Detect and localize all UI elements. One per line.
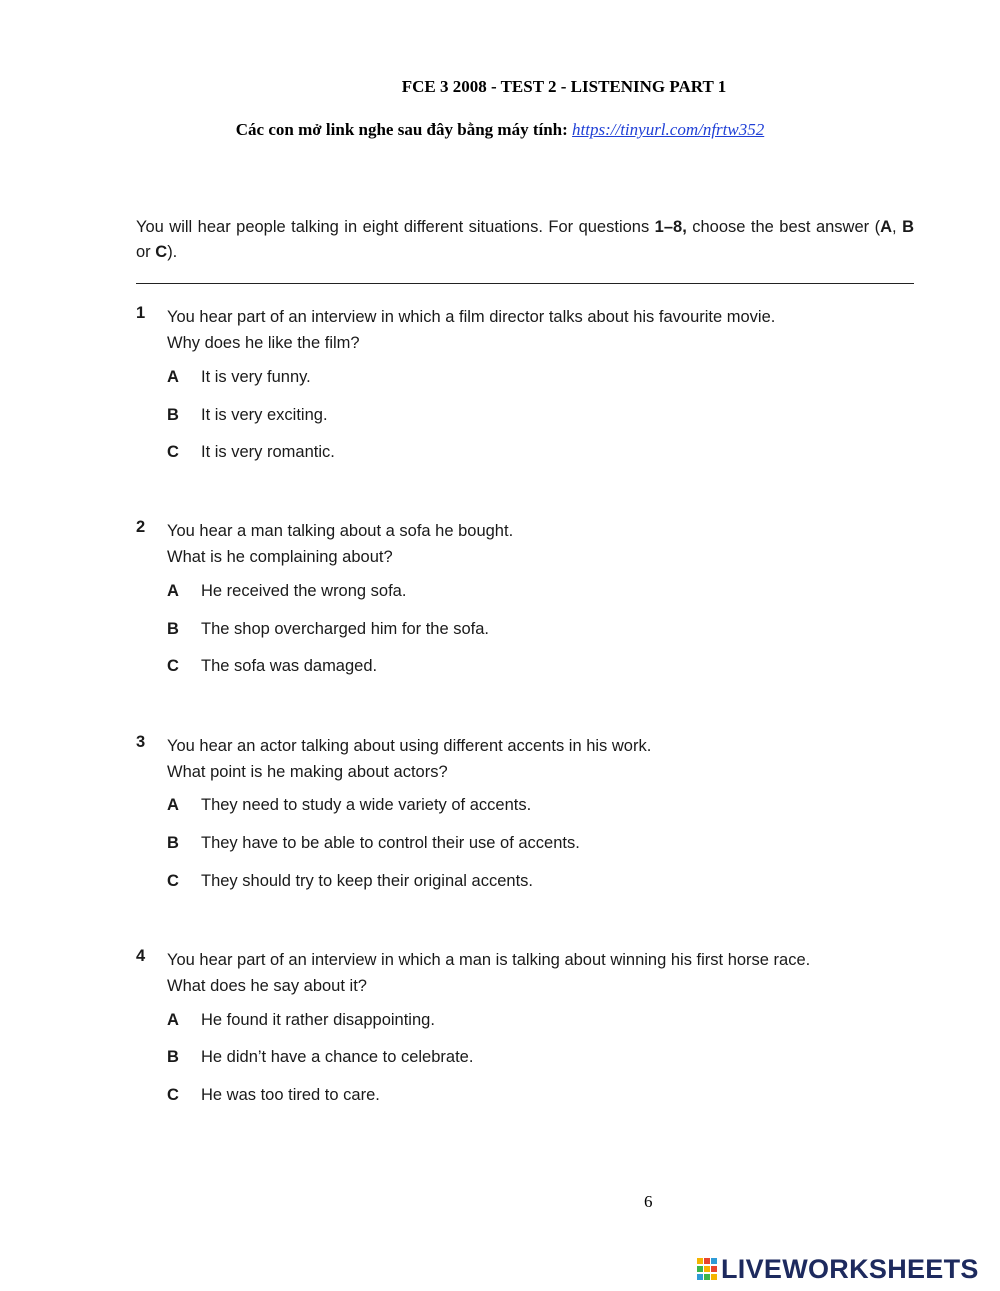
option-text: They have to be able to control their use of accents. bbox=[201, 834, 580, 852]
separator: , bbox=[892, 218, 903, 236]
audio-link[interactable]: https://tinyurl.com/nfrtw352 bbox=[572, 120, 765, 139]
question-text bbox=[167, 518, 927, 570]
option-letter: C bbox=[167, 657, 179, 675]
question-number: 2 bbox=[136, 518, 146, 536]
letter-c: C bbox=[155, 243, 168, 261]
option-letter: A bbox=[167, 796, 179, 814]
question-prompt: What point is he making about actors? bbox=[167, 763, 448, 781]
liveworksheets-logo-icon bbox=[696, 1257, 718, 1281]
option-text: It is very funny. bbox=[201, 368, 311, 386]
listening-link-line bbox=[0, 120, 1000, 140]
question-number: 3 bbox=[136, 733, 146, 751]
option-letter: A bbox=[167, 582, 179, 600]
question-number: 1 bbox=[136, 304, 146, 322]
separator: or bbox=[136, 243, 156, 261]
question-prompt: What is he complaining about? bbox=[167, 548, 393, 566]
option-text: They should try to keep their original accents. bbox=[201, 872, 534, 890]
option-text: The shop overcharged him for the sofa. bbox=[201, 620, 489, 638]
option-text: They need to study a wide variety of accents. bbox=[201, 796, 532, 814]
option-letter: C bbox=[167, 872, 179, 890]
question-prompt: Why does he like the film? bbox=[167, 334, 360, 352]
question-range: 1–8, bbox=[654, 218, 687, 236]
option-letter: B bbox=[167, 406, 179, 424]
question-prompt: What does he say about it? bbox=[167, 977, 367, 995]
option-letter: C bbox=[167, 443, 179, 461]
option-text: He was too tired to care. bbox=[201, 1086, 380, 1104]
brand-name: LIVEWORKSHEETS bbox=[721, 1253, 979, 1284]
page-title: FCE 3 2008 - TEST 2 - LISTENING PART 1 bbox=[401, 77, 727, 96]
letter-b: B bbox=[902, 218, 914, 236]
question-text bbox=[167, 733, 927, 785]
option-letter: B bbox=[167, 1048, 179, 1066]
question-context: You hear part of an interview in which a film director talks about his favourite movie. bbox=[167, 308, 776, 326]
instructions-text: ). bbox=[167, 243, 178, 261]
option-letter: B bbox=[167, 834, 179, 852]
option-letter: A bbox=[167, 368, 179, 386]
option-text: It is very exciting. bbox=[201, 406, 328, 424]
link-prompt: Các con mở link nghe sau đây bằng máy tính: bbox=[235, 120, 568, 139]
question-context: You hear part of an interview in which a man is talking about winning his first horse race. bbox=[167, 951, 811, 969]
letter-a: A bbox=[880, 218, 893, 236]
option-letter: B bbox=[167, 620, 179, 638]
question-text bbox=[167, 947, 927, 999]
liveworksheets-brand[interactable] bbox=[696, 1252, 979, 1286]
question-context: You hear an actor talking about using different accents in his work. bbox=[167, 737, 652, 755]
option-text: It is very romantic. bbox=[201, 443, 335, 461]
option-text: He didn’t have a chance to celebrate. bbox=[201, 1048, 474, 1066]
question-context: You hear a man talking about a sofa he bought. bbox=[167, 522, 514, 540]
option-text: He received the wrong sofa. bbox=[201, 582, 407, 600]
instructions-text: You will hear people talking in eight different situations. For questions bbox=[136, 218, 655, 236]
option-text: He found it rather disappointing. bbox=[201, 1011, 435, 1029]
question-text bbox=[167, 304, 927, 356]
option-letter: A bbox=[167, 1011, 179, 1029]
question-number: 4 bbox=[136, 947, 146, 965]
option-text: The sofa was damaged. bbox=[201, 657, 378, 675]
option-letter: C bbox=[167, 1086, 179, 1104]
instructions bbox=[136, 215, 914, 265]
page-number: 6 bbox=[644, 1192, 653, 1211]
divider-line bbox=[136, 283, 914, 284]
instructions-text: choose the best answer ( bbox=[686, 218, 881, 236]
